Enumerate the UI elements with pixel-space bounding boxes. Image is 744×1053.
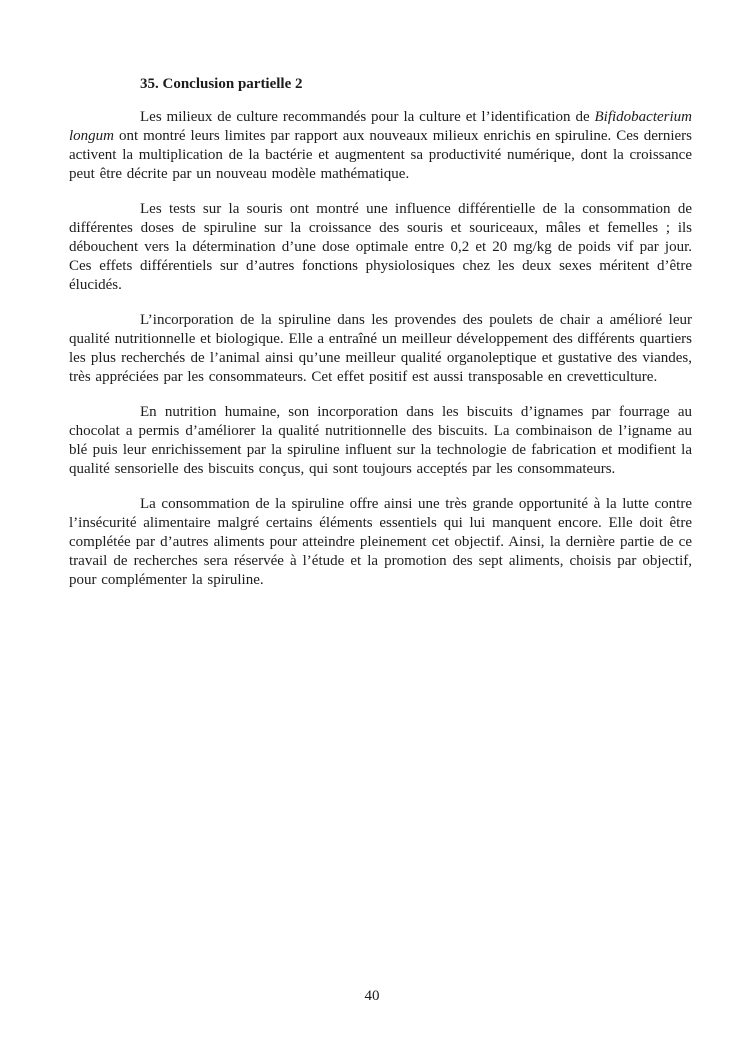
paragraph-1-text-after-italic: ont montré leurs limites par rapport aux nouveaux milieux enrichis en spiruline. Ces derniers activent la multiplication de la bactérie et augmentent sa productivité numérique, dont la croissance peut être décrite par un nouveau modèle mathématique.	[69, 128, 692, 182]
page-number: 40	[364, 988, 380, 1004]
document-body	[69, 75, 692, 606]
paragraph-1	[69, 108, 692, 184]
paragraph-5: La consommation de la spiruline offre ainsi une très grande opportunité à la lutte contre l’insécurité alimentaire malgré certains éléments essentiels qui lui manquent encore. Elle doit être complétée par d’autres aliments pour atteindre pleinement cet objectif. Ainsi, la dernière partie de ce travail de recherches sera réservée à l’étude et la promotion des sept aliments, choisis par objectif, pour complémenter la spiruline.	[69, 496, 692, 588]
paragraph-3: L’incorporation de la spiruline dans les provendes des poulets de chair a amélioré leur qualité nutritionnelle et biologique. Elle a entraîné un meilleur développement des différents quartiers les plus recherchés de l’animal ainsi qu’une meilleur qualité organoleptique et gustative des viandes, très appréciées par les consommateurs. Cet effet positif est aussi transposable en crevetticulture.	[69, 312, 692, 385]
paragraph-4: En nutrition humaine, son incorporation dans les biscuits d’ignames par fourrage au chocolat a permis d’améliorer la qualité nutritionnelle des biscuits. La combinaison de l’igname au blé puis leur enrichissement par la spiruline influent sur la technologie de fabrication et modifient la qualité sensorielle des biscuits conçus, qui sont toujours acceptés par les consommateurs.	[69, 404, 692, 477]
paragraph-1-species-name-italic: Bifidobacterium longum	[69, 109, 692, 144]
paragraph-2: Les tests sur la souris ont montré une influence différentielle de la consommation de différentes doses de spiruline sur la croissance des souris et souriceaux, mâles et femelles ; ils débouchent vers la détermination d’une dose optimale entre 0,2 et 20 mg/kg de poids vif par jour. Ces effets différentiels sur d’autres fonctions physiolosiques chez les deux sexes méritent d’être élucidés.	[69, 201, 692, 293]
section-heading: 35. Conclusion partielle 2	[140, 76, 303, 92]
paragraph-1-text-before-italic: Les milieux de culture recommandés pour la culture et l’identification de	[140, 109, 595, 125]
